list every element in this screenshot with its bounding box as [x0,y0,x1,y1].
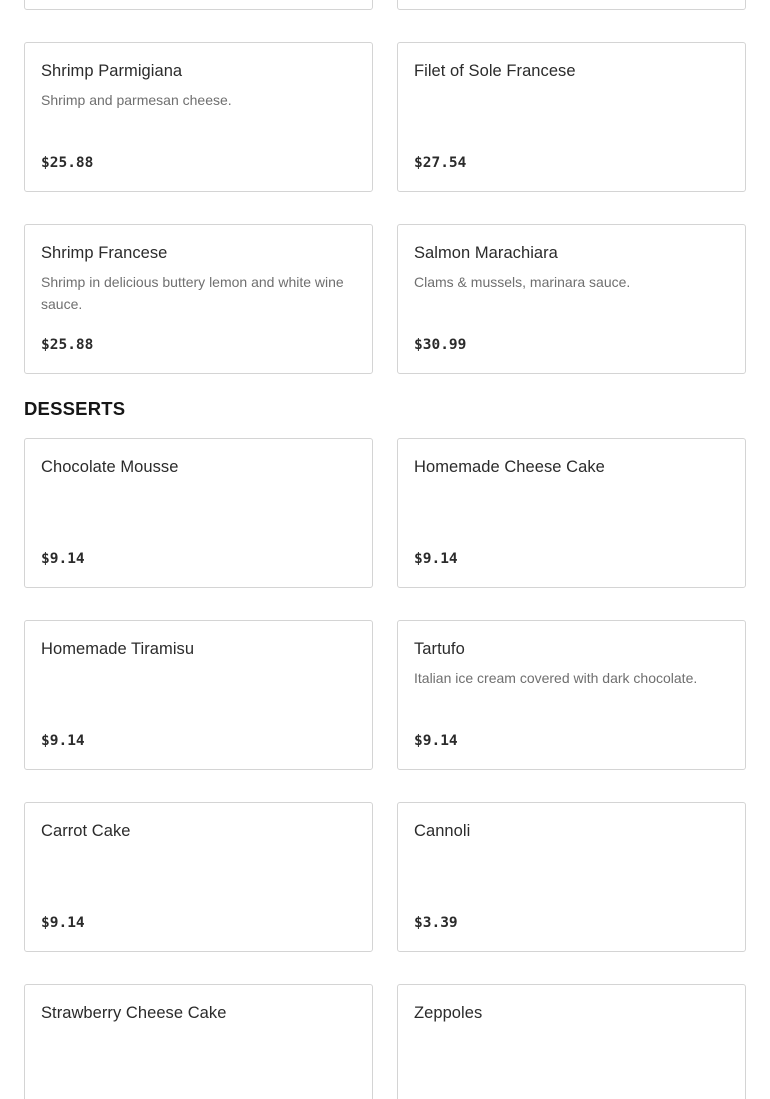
menu-item-price: $9.14 [41,551,85,567]
menu-item-description: Italian ice cream covered with dark chocolate. [414,670,698,686]
menu-item-price: $3.39 [414,915,458,931]
menu-item-name: Chocolate Mousse [41,458,179,476]
menu-item-name: Homemade Tiramisu [41,640,195,658]
menu-item-card[interactable] [24,224,373,374]
menu-item-name: Filet of Sole Francese [414,62,576,80]
menu-item-card[interactable] [24,802,373,952]
menu-item-name: Zeppoles [414,1004,483,1022]
menu-item-name: Homemade Cheese Cake [414,458,605,476]
menu-item-name: Shrimp Francese [41,244,168,262]
menu-item-price: $9.14 [41,915,85,931]
menu-item-card[interactable] [397,224,746,374]
menu-item-card[interactable] [24,620,373,770]
menu-item-price: $25.88 [41,337,94,353]
menu-item-card[interactable] [24,438,373,588]
menu-item-card[interactable] [397,438,746,588]
menu-item-card[interactable] [24,42,373,192]
menu-item-description: Shrimp and parmesan cheese. [41,92,232,108]
menu-item-price: $9.14 [414,733,458,749]
menu-item-price: $9.14 [414,551,458,567]
menu-item-price: $25.88 [41,155,94,171]
menu-item-name: Shrimp Parmigiana [41,62,183,80]
menu-item-card[interactable] [24,984,373,1099]
menu-item-name: Carrot Cake [41,822,131,840]
menu-item-name: Strawberry Cheese Cake [41,1004,227,1022]
menu-item-name: Tartufo [414,640,465,658]
menu-item-price: $30.99 [414,337,467,353]
menu-item-card[interactable] [397,42,746,192]
menu-item-card[interactable] [397,0,746,10]
menu-item-card[interactable] [397,984,746,1099]
menu-item-name: Salmon Marachiara [414,244,558,262]
menu-item-price: $9.14 [41,733,85,749]
section-title-desserts: DESSERTS [24,398,126,419]
menu-item-name: Cannoli [414,822,471,840]
menu-item-card[interactable] [397,802,746,952]
menu-item-card[interactable] [397,620,746,770]
menu-item-description: Shrimp in delicious buttery lemon and white wine sauce. [41,274,344,312]
menu-item-price: $27.54 [414,155,467,171]
menu-item-description: Clams & mussels, marinara sauce. [414,274,631,290]
menu-item-card[interactable] [24,0,373,10]
